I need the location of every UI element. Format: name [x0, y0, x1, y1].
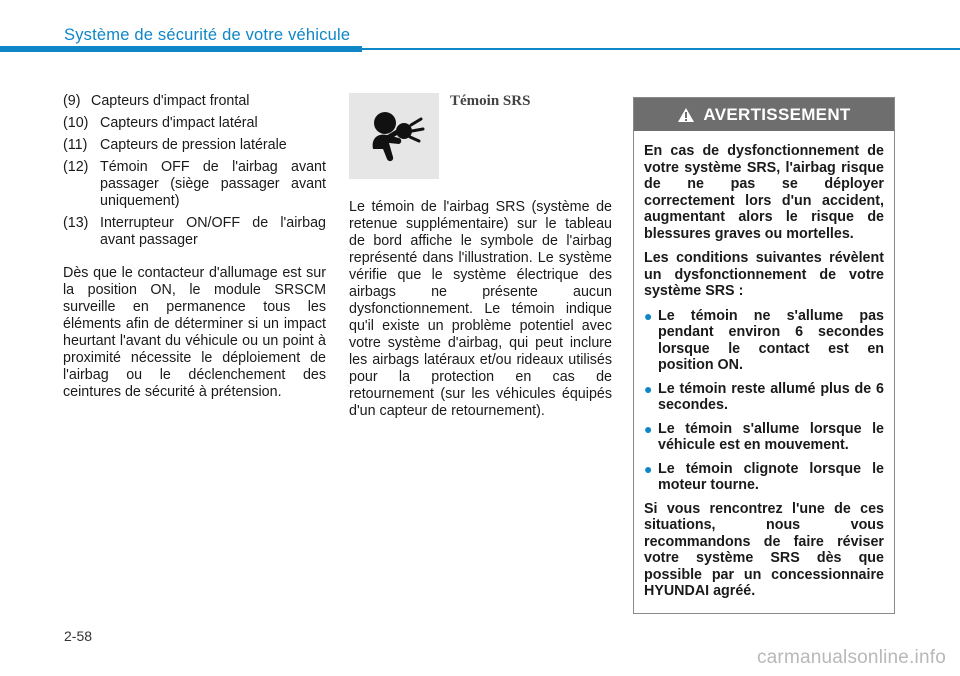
list-item: [63, 215, 326, 249]
list-number: (10): [63, 115, 89, 131]
bullet-text: Le témoin clignote lorsque le moteur tourne.: [658, 460, 884, 493]
warning-closing: Si vous rencontrez l'une de ces situations, nous vous recommandons de faire réviser votre système SRS dès que possible par un concessionnaire HYUNDAI agréé.: [644, 500, 884, 599]
bullet-dot-icon: ●: [644, 460, 653, 477]
list-number: (12): [63, 159, 89, 175]
warning-title: AVERTISSEMENT: [703, 104, 851, 124]
warning-conditions-intro: Les conditions suivantes révèlent un dysfonctionnement de votre système SRS :: [644, 250, 884, 299]
bullet-text: Le témoin s'allume lorsque le véhicule est en mouvement.: [658, 420, 884, 453]
list-item: [63, 115, 326, 132]
bullet-item: [644, 308, 884, 374]
list-text: Témoin OFF de l'airbag avant passager (siège passager avant uniquement): [100, 159, 326, 209]
list-text: Capteurs d'impact latéral: [100, 115, 258, 131]
warning-box: [633, 97, 895, 614]
bullet-dot-icon: ●: [644, 420, 653, 437]
section-heading: Témoin SRS: [450, 93, 531, 109]
list-text: Interrupteur ON/OFF de l'airbag avant passager: [100, 215, 326, 248]
warning-header: [634, 98, 894, 131]
list-text: Capteurs de pression latérale: [100, 137, 287, 153]
bullet-text: Le témoin reste allumé plus de 6 secondes.: [658, 380, 884, 413]
srs-icon-box: [349, 93, 439, 179]
header-title: Système de sécurité de votre véhicule: [64, 26, 351, 44]
airbag-warning-icon: [359, 101, 429, 171]
list-number: (11): [63, 137, 88, 153]
left-column: [63, 93, 326, 401]
warning-triangle-icon: [677, 107, 695, 123]
list-item: [63, 159, 326, 210]
bullet-dot-icon: ●: [644, 307, 653, 324]
header-rule: [0, 48, 960, 50]
body-paragraph: Le témoin de l'airbag SRS (système de retenue supplémentaire) sur le tableau de bord affiche le symbole de l'airbag représenté dans l'illustration. Le système vérifie que le système électrique des airbags ne présente aucun dysfonctionnement. Le témoin indique qu'il existe un problème potentiel avec votre système d'airbag, qui peut inclure les airbags latéraux et/ou rideaux utilisés pour la protection en cas de retournement (sur les véhicules équipés d'un capteur de retournement).: [349, 199, 612, 419]
list-text: Capteurs d'impact frontal: [91, 93, 250, 109]
bullet-text: Le témoin ne s'allume pas pendant environ 6 secondes lorsque le contact est en position ON.: [658, 307, 884, 373]
warning-body: [634, 131, 894, 600]
body-paragraph: Dès que le contacteur d'allumage est sur la position ON, le module SRSCM surveille en permanence tous les éléments afin de déterminer si un impact heurtant l'avant du véhicule ou un point à proximité nécessite le déploiement de l'airbag ou le déclenchement des ceintures de sécurité à prétension.: [63, 265, 326, 400]
page-number: 2-58: [64, 628, 93, 644]
bullet-item: [644, 381, 884, 414]
list-number: (13): [63, 215, 89, 231]
list-item: [63, 137, 326, 154]
bullet-item: [644, 461, 884, 494]
warning-intro: En cas de dysfonctionnement de votre système SRS, l'airbag risque de ne pas se déployer correctement lors d'un accident, augmentant alors le risque de blessures graves ou mortelles.: [644, 143, 884, 242]
list-number: (9): [63, 93, 81, 109]
list-item: [63, 93, 326, 110]
watermark: carmanualsonline.info: [756, 647, 946, 668]
bullet-item: [644, 421, 884, 454]
bullet-dot-icon: ●: [644, 380, 653, 397]
